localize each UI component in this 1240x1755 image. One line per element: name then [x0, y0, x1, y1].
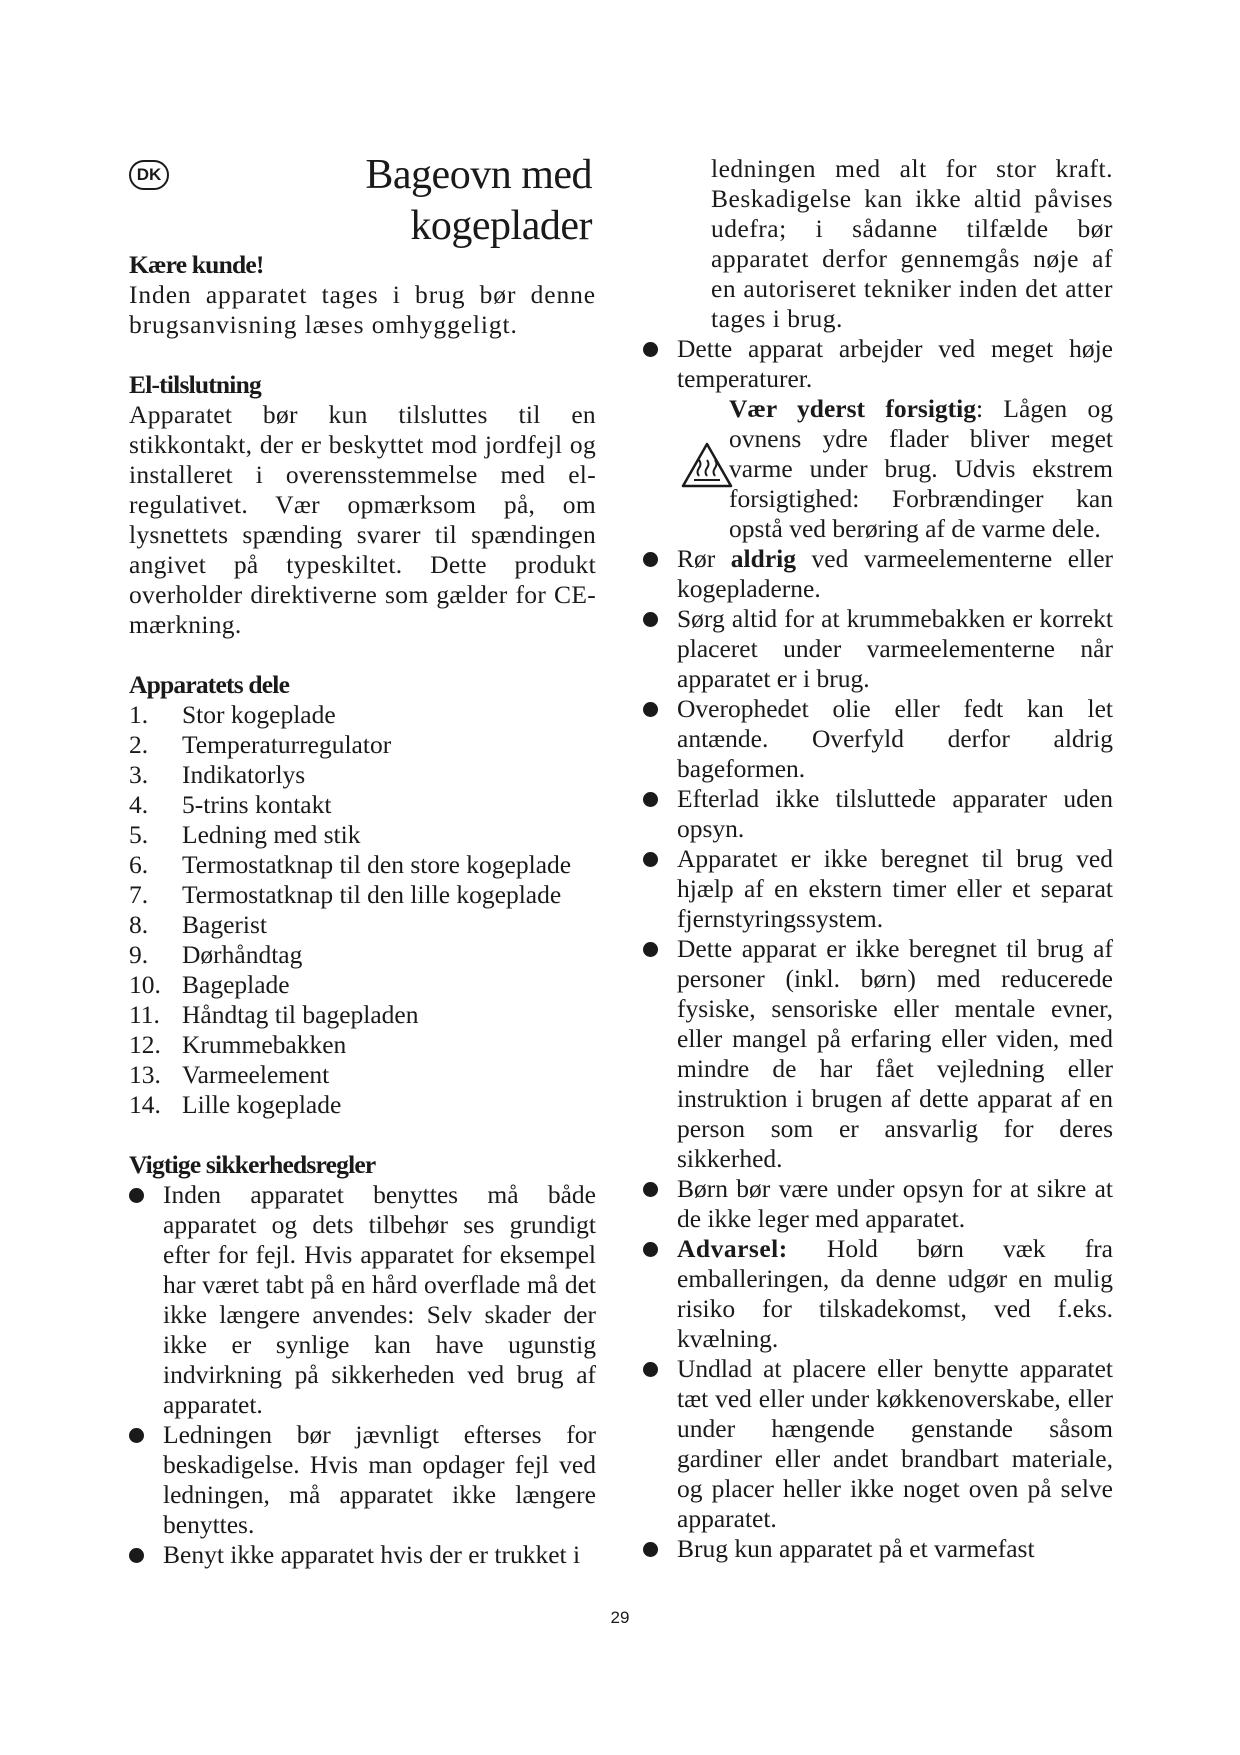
- safety-item-text: Dette apparat er ikke beregnet til brug af personer (inkl. børn) med reducerede fysiske, sensoriske eller mentale evner, eller mangel på erfaring eller viden, med mindre de har fået vejledning eller instruktion i brugen af dette apparat af en person som er ansvarlig for deres sikkerhed.: [677, 934, 1113, 1173]
- part-number: 12.: [129, 1030, 161, 1059]
- list-item: [643, 1234, 1113, 1354]
- safety-item-text: Overophedet olie eller fedt kan let antænde. Overfyld derfor aldrig bageformen.: [677, 694, 1113, 783]
- list-item: [643, 1174, 1113, 1234]
- right-column: [643, 154, 1113, 1564]
- list-item: [129, 700, 596, 730]
- safety-item-text: Benyt ikke apparatet hvis der er trukket i: [163, 1540, 581, 1569]
- touch-bold: aldrig: [730, 544, 796, 573]
- list-item: [129, 940, 596, 970]
- list-item: [129, 820, 596, 850]
- list-item: [643, 694, 1113, 784]
- left-column: [129, 154, 596, 1570]
- packaging-bold: Advarsel:: [677, 1234, 788, 1263]
- title-line-2: kogeplader: [410, 203, 592, 249]
- part-number: 1.: [129, 700, 149, 729]
- safety-list-right-2: [643, 544, 1113, 1564]
- safety-item-text: Sørg altid for at krummebakken er korrekt placeret under varmeelementerne når apparatet er i brug.: [677, 604, 1113, 693]
- part-label: Indikatorlys: [182, 760, 306, 789]
- list-item: [129, 1090, 596, 1120]
- part-label: Temperaturregulator: [182, 730, 392, 759]
- list-item: [643, 1534, 1113, 1564]
- connection-text: Apparatet bør kun tilsluttes til en stikkontakt, der er beskyttet mod jordfejl og installeret i overensstemmelse med el-regulativet. Vær opmærksom på, om lysnettets spænding svarer til spændingen angivet på typeskiltet. Dette produkt overholder direktiverne som gælder for CE-mærkning.: [129, 400, 596, 639]
- part-label: Stor kogeplade: [182, 700, 336, 729]
- language-badge: DK: [129, 160, 169, 190]
- safety-list-left: [129, 1180, 596, 1570]
- safety-item-text: Apparatet er ikke beregnet til brug ved hjælp af en ekstern timer eller et separat fjernstyringssystem.: [677, 844, 1113, 933]
- page-number: 29: [610, 1608, 630, 1627]
- part-number: 2.: [129, 730, 149, 759]
- part-number: 5.: [129, 820, 149, 849]
- list-item: [129, 1420, 596, 1540]
- part-number: 14.: [129, 1090, 161, 1119]
- list-item: [129, 790, 596, 820]
- part-number: 8.: [129, 910, 149, 939]
- intro-text: Inden apparatet tages i brug bør denne brugsanvisning læses omhyggeligt.: [129, 280, 596, 339]
- bullet-dot-icon: [643, 342, 658, 357]
- safety-item-text: Brug kun apparatet på et varmefast: [677, 1534, 1035, 1563]
- packaging-after: Hold børn væk fra emballeringen, da denne udgør en mulig risiko for tilskadekomst, ved f.eks. kvælning.: [677, 1234, 1113, 1353]
- connection-heading: El-tilslutning: [129, 370, 261, 399]
- list-item: [643, 544, 1113, 604]
- list-item: [129, 1060, 596, 1090]
- list-item: [129, 1180, 596, 1420]
- part-number: 7.: [129, 880, 149, 909]
- list-item: [129, 1000, 596, 1030]
- part-label: Bagerist: [182, 910, 267, 939]
- bullet-dot-icon: [643, 1362, 658, 1377]
- part-label: Varmeelement: [182, 1060, 330, 1089]
- part-label: Håndtag til bagepladen: [182, 1000, 419, 1029]
- warning-bold: Vær yderst forsigtig: [729, 394, 976, 423]
- part-number: 9.: [129, 940, 149, 969]
- list-item: [643, 784, 1113, 844]
- bullet-dot-icon: [129, 1548, 144, 1563]
- safety-item-text: Undlad at placere eller benytte apparatet tæt ved eller under køkkenoverskabe, eller under hængende genstande såsom gardiner eller andet brandbart materiale, og placer heller ikke noget oven på selve apparatet.: [677, 1354, 1113, 1533]
- part-number: 11.: [129, 1000, 160, 1029]
- list-item: [643, 1354, 1113, 1534]
- part-label: Lille kogeplade: [182, 1090, 342, 1119]
- bullet-dot-icon: [643, 942, 658, 957]
- touch-before: Rør: [677, 544, 731, 573]
- intro-heading: Kære kunde!: [129, 250, 264, 279]
- safety-item-text: Ledningen bør jævnligt efterses for beskadigelse. Hvis man opdager fejl ved ledningen, må apparatet ikke længere benyttes.: [163, 1420, 596, 1539]
- hot-surface-warning-icon: [681, 442, 733, 488]
- list-item: [129, 1540, 596, 1570]
- part-number: 4.: [129, 790, 149, 819]
- part-label: 5-trins kontakt: [182, 790, 332, 819]
- list-item: [129, 910, 596, 940]
- bullet-dot-icon: [643, 702, 658, 717]
- list-item: [129, 760, 596, 790]
- safety-item-text: Efterlad ikke tilsluttede apparater uden opsyn.: [677, 784, 1113, 843]
- part-number: 6.: [129, 850, 149, 879]
- safety-item-text: Børn bør være under opsyn for at sikre at de ikke leger med apparatet.: [677, 1174, 1113, 1233]
- bullet-dot-icon: [643, 852, 658, 867]
- list-item: [643, 334, 1113, 394]
- part-number: 10.: [129, 970, 161, 999]
- safety-heading: Vigtige sikkerhedsregler: [129, 1150, 376, 1179]
- list-item: [643, 844, 1113, 934]
- bullet-dot-icon: [643, 792, 658, 807]
- title-spacer: [129, 154, 596, 250]
- part-number: 3.: [129, 760, 149, 789]
- bullet-dot-icon: [129, 1188, 144, 1203]
- part-label: Dørhåndtag: [182, 940, 303, 969]
- bullet-dot-icon: [643, 612, 658, 627]
- list-item: [129, 970, 596, 1000]
- safety-item-text: Dette apparat arbejder ved meget høje temperaturer.: [677, 334, 1113, 393]
- part-label: Termostatknap til den store kogeplade: [182, 850, 572, 879]
- bullet-dot-icon: [643, 1182, 658, 1197]
- list-item: [643, 934, 1113, 1174]
- safety-item-text: Inden apparatet benyttes må både apparatet og dets tilbehør ses grundigt efter for fejl. Hvis apparatet for eksempel har været tabt på en hård overflade må det ikke længere anvendes: Selv skader der ikke er synlige kan have ugunstig indvirkning på sikkerheden ved brug af apparatet.: [163, 1180, 596, 1419]
- list-item: [643, 604, 1113, 694]
- safety-list-right: [643, 154, 1113, 394]
- parts-heading: Apparatets dele: [129, 670, 290, 699]
- hot-surface-warning: [643, 394, 1113, 544]
- part-label: Krummebakken: [182, 1030, 347, 1059]
- part-label: Bageplade: [182, 970, 290, 999]
- part-label: Termostatknap til den lille kogeplade: [182, 880, 562, 909]
- warning-text: [729, 394, 1113, 544]
- warning-icon-wrap: [643, 394, 729, 544]
- list-item: [129, 880, 596, 910]
- parts-list: [129, 700, 596, 1120]
- list-item: [129, 730, 596, 760]
- list-item-continued: [643, 154, 1113, 334]
- touch-after: ved varmeelementerne eller kogepladerne.: [677, 544, 1114, 603]
- title-line-1: Bageovn med: [365, 152, 592, 198]
- bullet-dot-icon: [129, 1428, 144, 1443]
- bullet-dot-icon: [643, 1242, 658, 1257]
- warning-body: : Lågen og ovnens ydre flader bliver meget varme under brug. Udvis ekstrem forsigtighed: Forbrændinger kan opstå ved berøring af de varme dele.: [729, 394, 1113, 543]
- bullet-dot-icon: [643, 1542, 658, 1557]
- part-label: Ledning med stik: [182, 820, 361, 849]
- safety-item-text: ledningen med alt for stor kraft. Beskadigelse kan ikke altid påvises udefra; i sådanne tilfælde bør apparatet derfor gennemgås nøje af en autoriseret tekniker inden det atter tages i brug.: [711, 154, 1113, 333]
- list-item: [129, 850, 596, 880]
- bullet-dot-icon: [643, 552, 658, 567]
- part-number: 13.: [129, 1060, 161, 1089]
- list-item: [129, 1030, 596, 1060]
